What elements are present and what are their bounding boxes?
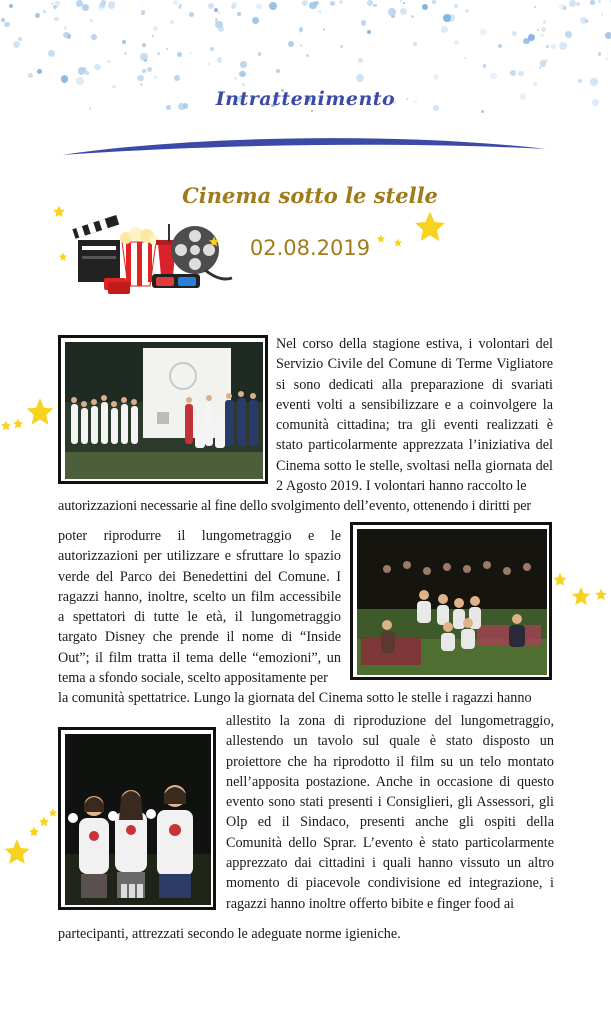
confetti-dot (174, 75, 180, 81)
confetti-dot (590, 78, 598, 86)
confetti-dot (218, 26, 224, 32)
confetti-dot (302, 0, 307, 5)
confetti-dot (311, 110, 313, 112)
confetti-dot (189, 12, 194, 17)
3d-glasses-icon (152, 274, 200, 288)
confetti-dot (108, 1, 116, 9)
confetti-dot (91, 34, 97, 40)
confetti-dot (546, 45, 549, 48)
star-icon (52, 205, 66, 219)
confetti-dot (157, 52, 160, 55)
confetti-dot (464, 57, 467, 60)
volunteers-photo (58, 727, 216, 910)
confetti-dot (208, 63, 210, 65)
star-icon (58, 252, 68, 262)
confetti-dot (124, 52, 127, 55)
confetti-dot (13, 41, 20, 48)
confetti-dot (330, 1, 335, 6)
confetti-dot (299, 27, 304, 32)
star-icon (208, 236, 220, 248)
confetti-dot (576, 2, 580, 6)
confetti-dot (140, 53, 147, 60)
confetti-dot (590, 0, 595, 5)
confetti-dot (217, 11, 221, 15)
confetti-dot (339, 0, 343, 4)
confetti-dot (510, 70, 516, 76)
confetti-dot (559, 42, 567, 50)
confetti-dot (528, 34, 535, 41)
confetti-dot (210, 47, 214, 51)
star-icon (2, 838, 32, 868)
confetti-dot (537, 29, 539, 31)
body-paragraph-3: poter riprodurre il lungometraggio e le autorizzazioni per utilizzare e sfruttare lo spazio verde del Parco dei Benedettini del Comune. I ragazzi hanno, inoltre, scelto un film accessibile a spettatori di tutte le età, il lungometraggio targato Disney che prende il nome di “Inside Out”; il film tratta il tema delle “emozioni”, un tema a sfondo sociale, scelto appositamente per (58, 528, 341, 687)
star-icon (412, 210, 448, 246)
confetti-dot (170, 20, 173, 23)
confetti-dot (137, 75, 143, 81)
confetti-dot (400, 8, 407, 15)
star-icon (24, 397, 56, 429)
confetti-dot (153, 26, 158, 31)
confetti-dot (82, 4, 89, 11)
confetti-dot (605, 32, 611, 39)
confetti-dot (61, 75, 69, 83)
confetti-dot (4, 22, 10, 28)
confetti-dot (454, 4, 458, 8)
star-icon (0, 420, 12, 432)
confetti-dot (63, 32, 70, 39)
confetti-dot (598, 0, 601, 3)
confetti-dot (361, 20, 367, 26)
confetti-dot (57, 4, 59, 6)
confetti-dot (269, 2, 277, 10)
body-paragraph-1: Nel corso della stagione estiva, i volontari del Servizio Civile del Comune di Terme Vigliatore si sono dedicati alla preparazione di svariati eventi volti a sensibilizzare e a coinvolgere la comunità cittadina; tra gli eventi realizzati è stato particolarmente apprezzata l’iniziativa del Cinema sotto le stelle, svoltasi nella giornata del 2 Agosto 2019. I volontari hanno raccolto le (276, 336, 553, 495)
confetti-dot (541, 27, 546, 32)
confetti-dot (37, 69, 42, 74)
confetti-dot (107, 60, 111, 64)
confetti-dot (441, 26, 448, 33)
confetti-dot (152, 35, 154, 37)
confetti-dot (565, 31, 572, 38)
confetti-dot (1, 18, 5, 22)
audience-photo-night (350, 522, 552, 680)
confetti-dot (403, 2, 405, 4)
confetti-dot (178, 6, 181, 9)
confetti-dot (356, 74, 364, 82)
star-icon (570, 586, 592, 608)
confetti-dot (140, 83, 143, 86)
star-icon (552, 572, 568, 588)
confetti-dot (323, 28, 326, 31)
star-icon (393, 238, 403, 248)
confetti-dot (217, 57, 222, 62)
confetti-dot (481, 110, 484, 113)
confetti-dot (454, 40, 459, 45)
confetti-dot (298, 32, 300, 34)
confetti-dot (239, 71, 246, 78)
confetti-dot (540, 34, 543, 37)
confetti-dot (367, 0, 373, 6)
confetti-dot (154, 75, 158, 79)
confetti-dot (18, 37, 23, 42)
confetti-dot (208, 3, 214, 9)
confetti-dot (234, 77, 237, 80)
confetti-dot (166, 48, 168, 50)
confetti-dot (64, 26, 67, 29)
confetti-dot (601, 13, 603, 15)
confetti-dot (306, 54, 309, 57)
confetti-dot (76, 77, 83, 84)
confetti-dot (252, 17, 259, 24)
confetti-dot (142, 69, 146, 73)
confetti-dot (534, 6, 536, 8)
confetti-dot (240, 61, 246, 67)
confetti-dot (237, 12, 241, 16)
confetti-dot (300, 44, 303, 47)
confetti-dot (480, 29, 486, 35)
confetti-dot (173, 0, 178, 5)
confetti-dot (578, 79, 582, 83)
body-paragraph-4: la comunità spettatrice. Lungo la giornata del Cinema sotto le stelle i ragazzi hanno (58, 690, 532, 706)
confetti-dot (388, 8, 396, 16)
body-paragraph-6: partecipanti, attrezzati secondo le adeguate norme igieniche. (58, 926, 401, 942)
confetti-dot (373, 4, 377, 8)
event-date: 02.08.2019 (249, 236, 371, 260)
confetti-dot (512, 31, 517, 36)
confetti-dot (122, 40, 126, 44)
confetti-dot (147, 67, 153, 73)
confetti-dot (231, 5, 235, 9)
confetti-dot (465, 9, 469, 13)
confetti-dot (443, 14, 451, 22)
confetti-dot (422, 4, 428, 10)
event-title: Cinema sotto le stelle (182, 183, 438, 208)
confetti-dot (43, 10, 46, 13)
star-icon (594, 588, 608, 602)
confetti-dot (76, 0, 83, 7)
confetti-dot (490, 73, 497, 80)
confetti-dot (54, 17, 59, 22)
confetti-dot (340, 45, 343, 48)
confetti-dot (432, 0, 435, 3)
confetti-dot (189, 52, 191, 54)
confetti-dot (94, 64, 100, 70)
confetti-dot (258, 52, 262, 56)
section-title: Intrattenimento (215, 88, 396, 110)
confetti-dot (605, 57, 608, 60)
swoosh-divider (60, 133, 550, 165)
body-paragraph-2: autorizzazioni necessarie al fine dello svolgimento dell’evento, ottenendo i diritti per (58, 498, 532, 514)
confetti-dot (518, 71, 523, 76)
confetti-dot (288, 41, 294, 47)
body-paragraph-5: allestito la zona di riproduzione del lungometraggio, allestendo un tavolo sul quale è stato disposto un proiettore che ha riprodotto il film su un telo montato nell’apposita postazione. Anche in occasione di questo evento sono stati presenti i Consiglieri, gli Assessori, gli Olp ed il Sindaco, presenti anche gli ospiti della Comunità dello Sprar. L’evento è stato particolarmente apprezzato dai cittadini i quali hanno vissuto un altro momento di piacevole condivisione ed integrazione, i ragazzi hanno inoltre offerto bibite e finger food ai (226, 713, 554, 912)
confetti-dot (85, 71, 89, 75)
confetti-dot (367, 30, 371, 34)
confetti-dot (433, 74, 439, 80)
confetti-dot (142, 43, 146, 47)
confetti-dot (551, 44, 556, 49)
confetti-dot (28, 73, 33, 78)
confetti-dot (400, 0, 402, 2)
confetti-dot (539, 66, 541, 68)
group-photo-screen (58, 335, 268, 484)
confetti-dot (90, 19, 93, 22)
star-icon (12, 418, 24, 430)
confetti-dot (319, 10, 322, 13)
clapperboard-icon (72, 215, 120, 282)
confetti-dot (598, 52, 601, 55)
confetti-dot (543, 20, 546, 23)
confetti-dot (48, 50, 55, 57)
cinema-icons (60, 212, 240, 297)
confetti-dot (569, 0, 576, 7)
confetti-dot (411, 15, 414, 18)
confetti-dot (358, 58, 363, 63)
confetti-dot (314, 1, 318, 5)
confetti-dot (413, 42, 416, 45)
star-icon (48, 808, 58, 818)
confetti-dot (35, 13, 40, 18)
confetti-dot (483, 64, 487, 68)
confetti-dot (256, 4, 261, 9)
confetti-dot (559, 4, 565, 10)
confetti-dot (242, 83, 245, 86)
confetti-dot (141, 10, 146, 15)
confetti-dot (276, 69, 280, 73)
confetti-dot (9, 4, 13, 8)
confetti-dot (533, 82, 537, 86)
film-reel-icon (171, 226, 232, 279)
confetti-dot (98, 4, 105, 11)
confetti-dot (498, 44, 502, 48)
star-icon (376, 234, 386, 244)
confetti-dot (177, 52, 182, 57)
confetti-dot (540, 60, 546, 66)
